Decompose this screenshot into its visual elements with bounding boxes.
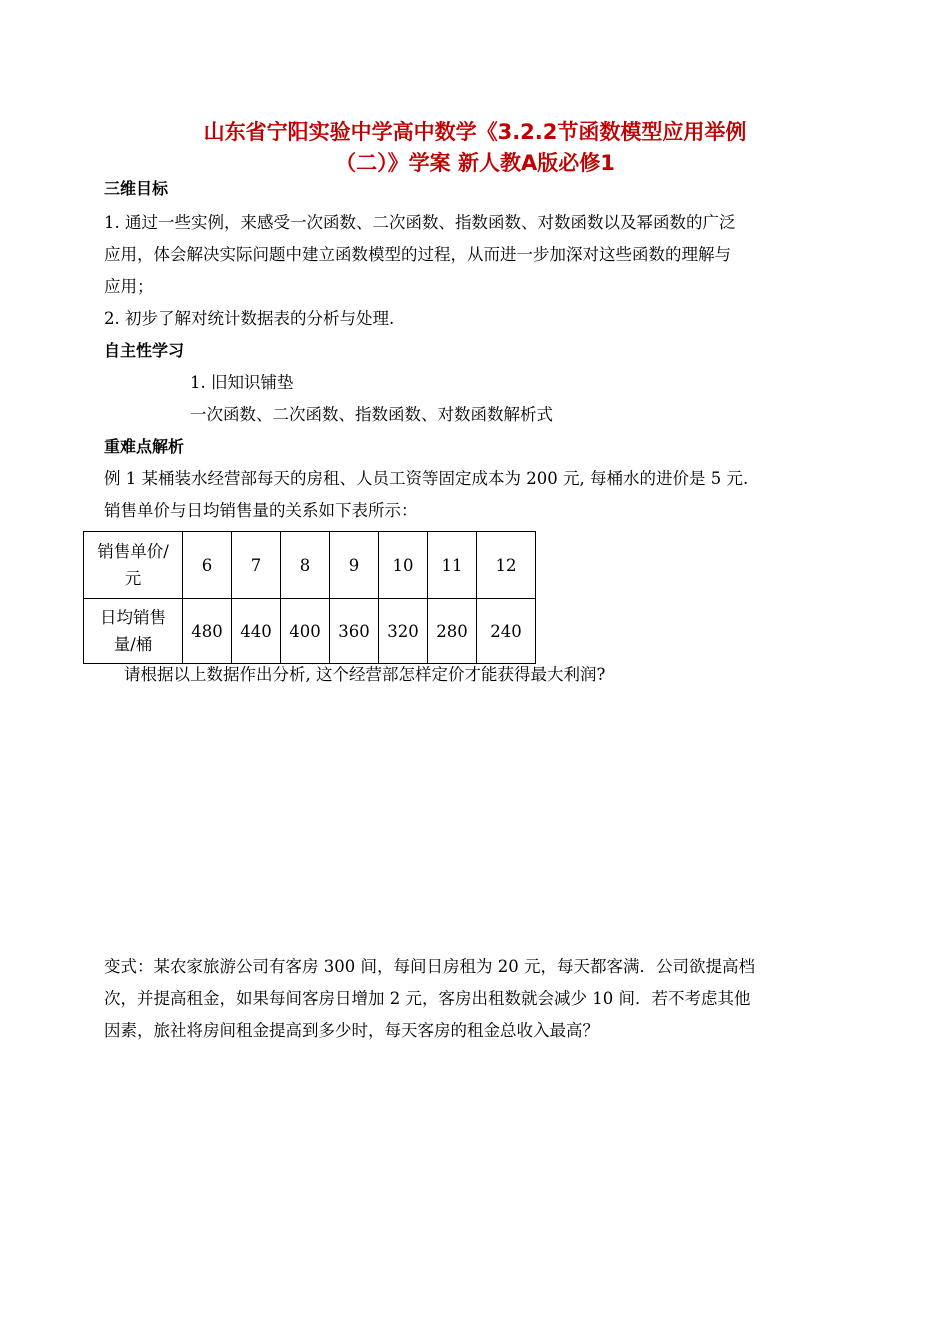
self-study-item-1-detail: 一次函数、二次函数、指数函数、对数函数解析式 <box>190 405 553 424</box>
price-sales-table <box>83 531 536 664</box>
example-1-question: 请根据以上数据作出分析, 这个经营部怎样定价才能获得最大利润? <box>124 665 606 684</box>
self-study-heading: 自主性学习 <box>104 341 185 360</box>
table-cell: 11 <box>428 532 477 599</box>
objective-2: 2. 初步了解对统计数据表的分析与处理. <box>104 309 395 328</box>
example-1-line-1: 例 1 某桶装水经营部每天的房租、人员工资等固定成本为 200 元, 每桶水的进价是 5 元. <box>104 469 749 488</box>
table-cell: 240 <box>477 599 536 664</box>
table-cell: 400 <box>281 599 330 664</box>
objective-1-line-2: 应用，体会解决实际问题中建立函数模型的过程，从而进一步加深对这些函数的理解与 <box>104 245 731 264</box>
table-header-sales: 日均销售量/桶 <box>84 599 183 664</box>
table-cell: 10 <box>379 532 428 599</box>
table-row-price <box>84 532 536 599</box>
table-cell: 6 <box>183 532 232 599</box>
self-study-item-1: 1. 旧知识铺垫 <box>190 373 294 392</box>
table-cell: 320 <box>379 599 428 664</box>
variant-line-2: 次，并提高租金，如果每间客房日增加 2 元，客房出租数就会减少 10 间．若不考虑其他 <box>104 989 751 1008</box>
table-cell: 12 <box>477 532 536 599</box>
variant-line-1: 变式：某农家旅游公司有客房 300 间，每间日房租为 20 元，每天都客满．公司欲提高档 <box>104 957 755 976</box>
objectives-heading: 三维目标 <box>104 179 169 198</box>
objective-1-line-3: 应用； <box>104 277 154 296</box>
table-cell: 9 <box>330 532 379 599</box>
page-title-line-2: （二）》学案 新人教A版必修1 <box>335 151 615 175</box>
table-cell: 8 <box>281 532 330 599</box>
example-1-line-2: 销售单价与日均销售量的关系如下表所示： <box>104 501 418 520</box>
variant-line-3: 因素，旅社将房间租金提高到多少时，每天客房的租金总收入最高？ <box>104 1021 599 1040</box>
table-cell: 480 <box>183 599 232 664</box>
key-points-heading: 重难点解析 <box>104 437 185 456</box>
table-header-price: 销售单价/元 <box>84 532 183 599</box>
objective-1-line-1: 1. 通过一些实例，来感受一次函数、二次函数、指数函数、对数函数以及幂函数的广泛 <box>104 213 736 232</box>
table-cell: 440 <box>232 599 281 664</box>
table-cell: 360 <box>330 599 379 664</box>
page-title-line-1: 山东省宁阳实验中学高中数学《3.2.2节函数模型应用举例 <box>203 120 747 144</box>
table-cell: 7 <box>232 532 281 599</box>
table-cell: 280 <box>428 599 477 664</box>
table-row-sales <box>84 599 536 664</box>
